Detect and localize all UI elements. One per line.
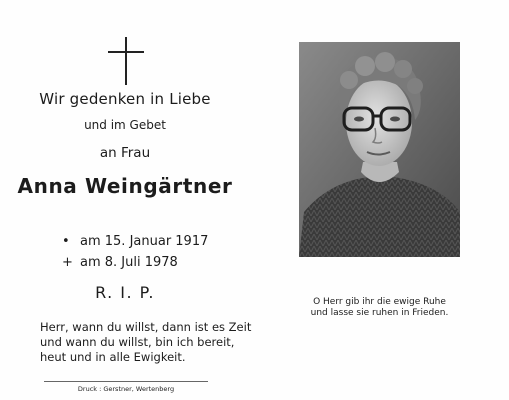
photo-caption: [299, 297, 460, 319]
death-date: am 8. Juli 1978: [80, 255, 178, 270]
prayer-line: und im Gebet: [84, 118, 166, 132]
verse-line: heut und in alle Ewigkeit.: [40, 350, 186, 364]
prayer-verse: [40, 320, 251, 365]
deceased-name: Anna Weingärtner: [17, 174, 233, 198]
printer-credit: Druck : Gerstner, Wertenberg: [77, 385, 175, 393]
verse-line: und wann du willst, bin ich bereit,: [40, 335, 235, 349]
divider-line: [44, 381, 208, 382]
life-dates: [62, 231, 208, 273]
remembrance-line: Wir gedenken in Liebe: [39, 90, 211, 108]
birth-date-row: [62, 231, 208, 252]
caption-line: und lasse sie ruhen in Frieden.: [310, 308, 449, 318]
portrait-photo: [299, 42, 460, 257]
caption-line: O Herr gib ihr die ewige Ruhe: [313, 297, 446, 307]
death-symbol: +: [62, 255, 73, 270]
salutation-line: an Frau: [99, 145, 151, 161]
birth-symbol: •: [62, 234, 70, 249]
cross-icon: [108, 37, 144, 85]
birth-date: am 15. Januar 1917: [80, 234, 209, 249]
verse-line: Herr, wann du willst, dann ist es Zeit: [40, 320, 252, 334]
rip-text: R. I. P.: [95, 283, 155, 302]
death-date-row: [62, 252, 208, 273]
